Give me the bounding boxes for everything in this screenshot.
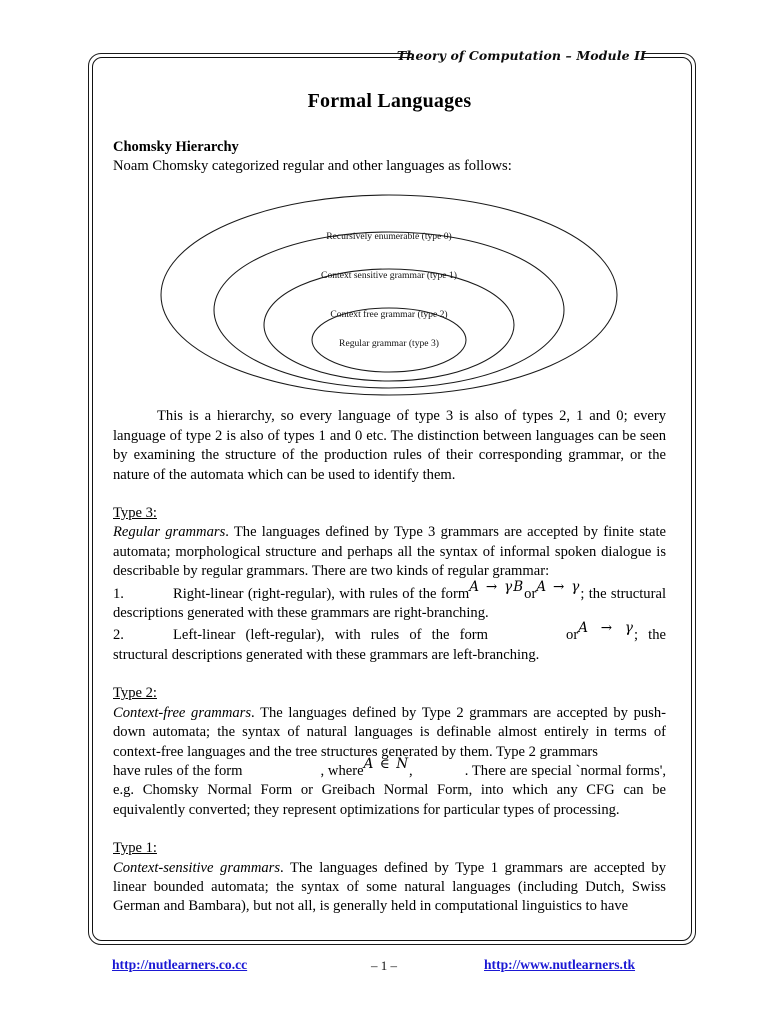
- rules-text-a: have rules of the form: [113, 762, 243, 779]
- page-footer: [0, 957, 768, 981]
- list-item-text-before: Left-linear (left-regular), with rules of the form: [173, 627, 489, 644]
- list-item-text-before: Right-linear (right-regular), with rules of the form: [173, 585, 470, 602]
- paragraph-type-2: [113, 704, 666, 762]
- label-type-3: Type 3:: [113, 505, 157, 522]
- page-title: Formal Languages: [307, 90, 472, 112]
- list-item-text-after: ; the structural descriptions generated with these grammars are left-branching.: [113, 627, 666, 663]
- label-type-1: Type 1:: [113, 840, 157, 857]
- ellipse-label-type-0: Recursively enumerable (type 0): [326, 231, 452, 243]
- rules-text-b: , where: [320, 762, 364, 779]
- ellipse-label-type-2: Context free grammar (type 2): [330, 309, 448, 321]
- list-item-left-linear: [113, 620, 666, 665]
- paragraph-type-2-rules: [113, 755, 666, 820]
- term-context-free-grammars: Context-free grammars: [113, 704, 252, 721]
- footer-link-left[interactable]: http://nutlearners.co.cc: [112, 957, 248, 972]
- label-type-2: Type 2:: [113, 685, 157, 702]
- paragraph-chomsky-intro: Noam Chomsky categorized regular and other languages as follows:: [113, 158, 512, 174]
- ellipse-label-type-3: Regular grammar (type 3): [339, 338, 439, 350]
- formula-a-in-n: A ∈ N: [363, 755, 410, 772]
- list-item-number: 2.: [113, 627, 124, 644]
- paragraph-type-2-body: . The languages defined by Type 2 grammars are accepted by push-down automata; the syntax of natural languages is definable almost entirely in terms of context-free languages and the tree structures generated by them. Type 2 grammars: [113, 704, 667, 760]
- paragraph-hierarchy-note: This is a hierarchy, so every language of type 3 is also of types 2, 1 and 0; every language of type 2 is also of types 1 and 0 etc. The distinction between languages can be seen by examining the structure of the production rules of their corresponding grammar, or the nature of the automata which can be used to identify them.: [113, 408, 666, 483]
- list-item-right-linear: [113, 578, 666, 624]
- list-item-conjunction: or: [524, 585, 537, 602]
- hierarchy-ellipses-svg: [113, 192, 666, 397]
- chomsky-hierarchy-diagram: [113, 192, 666, 397]
- formula-right-linear-1: A → γB: [469, 578, 525, 595]
- paragraph-type-1-body: . The languages defined by Type 1 grammars are accepted by linear bounded automata; the syntax of some natural languages (including Dutch, Swiss German and Bambara), but not all, is generally held in computational linguistics to have: [113, 859, 666, 915]
- running-header: Theory of Computation – Module II: [396, 48, 646, 63]
- term-context-sensitive-grammars: Context-sensitive grammars: [113, 859, 281, 876]
- list-item-conjunction: or: [566, 627, 579, 644]
- list-item-number: 1.: [113, 585, 124, 602]
- paragraph-type-1: [113, 859, 666, 917]
- list-item-text-after: ; the structural descriptions generated with these grammars are right-branching.: [113, 585, 666, 622]
- rules-text-d: . There are special `normal forms', e.g. Chomsky Normal Form or Greibach Normal Form, into which any CFG can be equivalently converted; they represent optimizations for particular types of processing.: [113, 762, 666, 818]
- formula-right-linear-2: A → γ: [536, 578, 581, 595]
- formula-left-linear-2: A → γ: [578, 620, 634, 637]
- document-content: [113, 80, 666, 917]
- rules-text-c: ,: [409, 762, 413, 779]
- paragraph-type-3: [113, 523, 666, 581]
- footer-link-right[interactable]: http://www.nutlearners.tk: [484, 957, 636, 972]
- term-regular-grammars: Regular grammars: [113, 524, 226, 541]
- ellipse-type-0: [161, 195, 617, 395]
- ellipse-label-type-1: Context sensitive grammar (type 1): [321, 270, 457, 282]
- heading-chomsky-hierarchy: Chomsky Hierarchy: [113, 139, 239, 155]
- page-number: – 1 –: [371, 958, 397, 973]
- paragraph-type-3-body: . The languages defined by Type 3 grammars are accepted by finite state automata; morphological structure and perhaps all the syntax of informal spoken dialogue is describable by regular grammars. There are two kinds of regular grammar:: [113, 524, 667, 580]
- ellipse-type-2: [264, 269, 514, 381]
